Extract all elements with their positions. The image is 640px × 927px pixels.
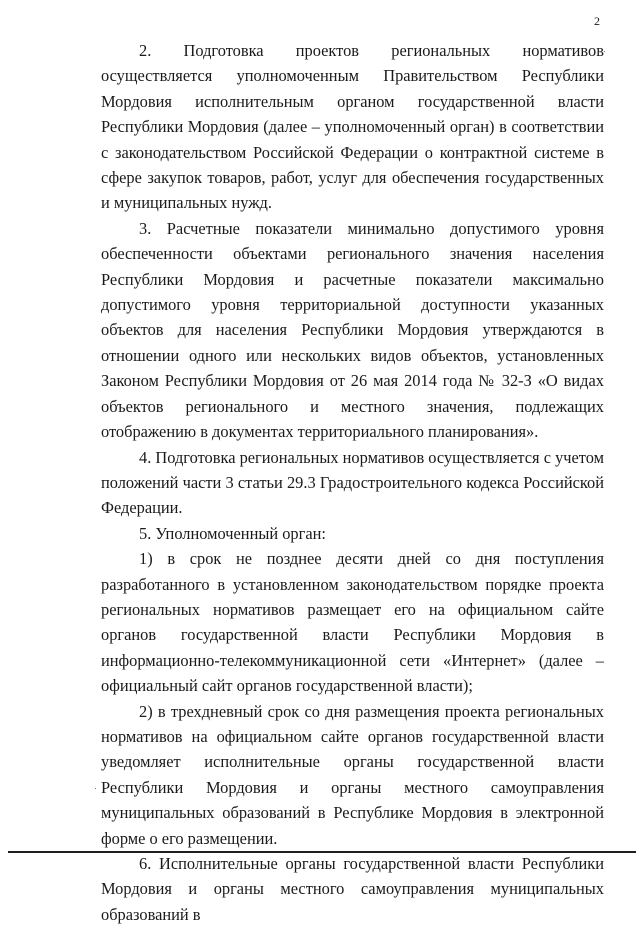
paragraph-3: 3. Расчетные показатели минимально допустимого уровня обеспеченности объектами регионального значения населения Республики Мордовия и расчетные показатели максимально допустимого уровня территориальной доступности указанных объектов для населения Республики Мордовия утверждаются в отношении одного или нескольких видов объектов, установленных Законом Республики Мордовия от 26 мая 2014 года № 32-З «О видах объектов регионального и местного значения, подлежащих отображению в документах территориального планирования». xyxy=(101,218,604,442)
paragraph-5: 5. Уполномоченный орган: xyxy=(139,523,326,543)
document-body xyxy=(101,38,604,927)
paragraph-4: 4. Подготовка региональных нормативов осуществляется с учетом положений части 3 статьи 29.3 Градостроительного кодекса Российской Федерации. xyxy=(101,447,604,518)
scan-speck xyxy=(95,788,96,789)
paragraph-2: 2. Подготовка проектов региональных нормативов осуществляется уполномоченным Правительством Республики Мордовия исполнительным органом государственной власти Республики Мордовия (далее – уполномоченный орган) в соответствии с законодательством Российской Федерации о контрактной системе в сфере закупок товаров, работ, услуг для обеспечения государственных и муниципальных нужд. xyxy=(101,41,604,213)
scan-speck xyxy=(604,51,605,52)
paragraph-5-item-2: 2) в трехдневный срок со дня размещения проекта региональных нормативов на официальном сайте органов государственной власти уведомляет исполнительные органы государственной власти Республики Мордовия и органы местного самоуправления муниципальных образований в Республике Мордовия в электронной форме о его размещении. xyxy=(101,701,604,848)
page-number: 2 xyxy=(594,14,600,28)
paragraph-5-item-1: 1) в срок не позднее десяти дней со дня поступления разработанного в установленном законодательством порядке проекта региональных нормативов размещает его на официальном сайте органов государственной власти Республики Мордовия в информационно-телекоммуникационной сети «Интернет» (далее – официальный сайт органов государственной власти); xyxy=(101,549,604,696)
page-bottom-rule xyxy=(8,851,636,853)
paragraph-6: 6. Исполнительные органы государственной власти Республики Мордовия и органы местного самоуправления муниципальных образований в xyxy=(101,854,604,924)
